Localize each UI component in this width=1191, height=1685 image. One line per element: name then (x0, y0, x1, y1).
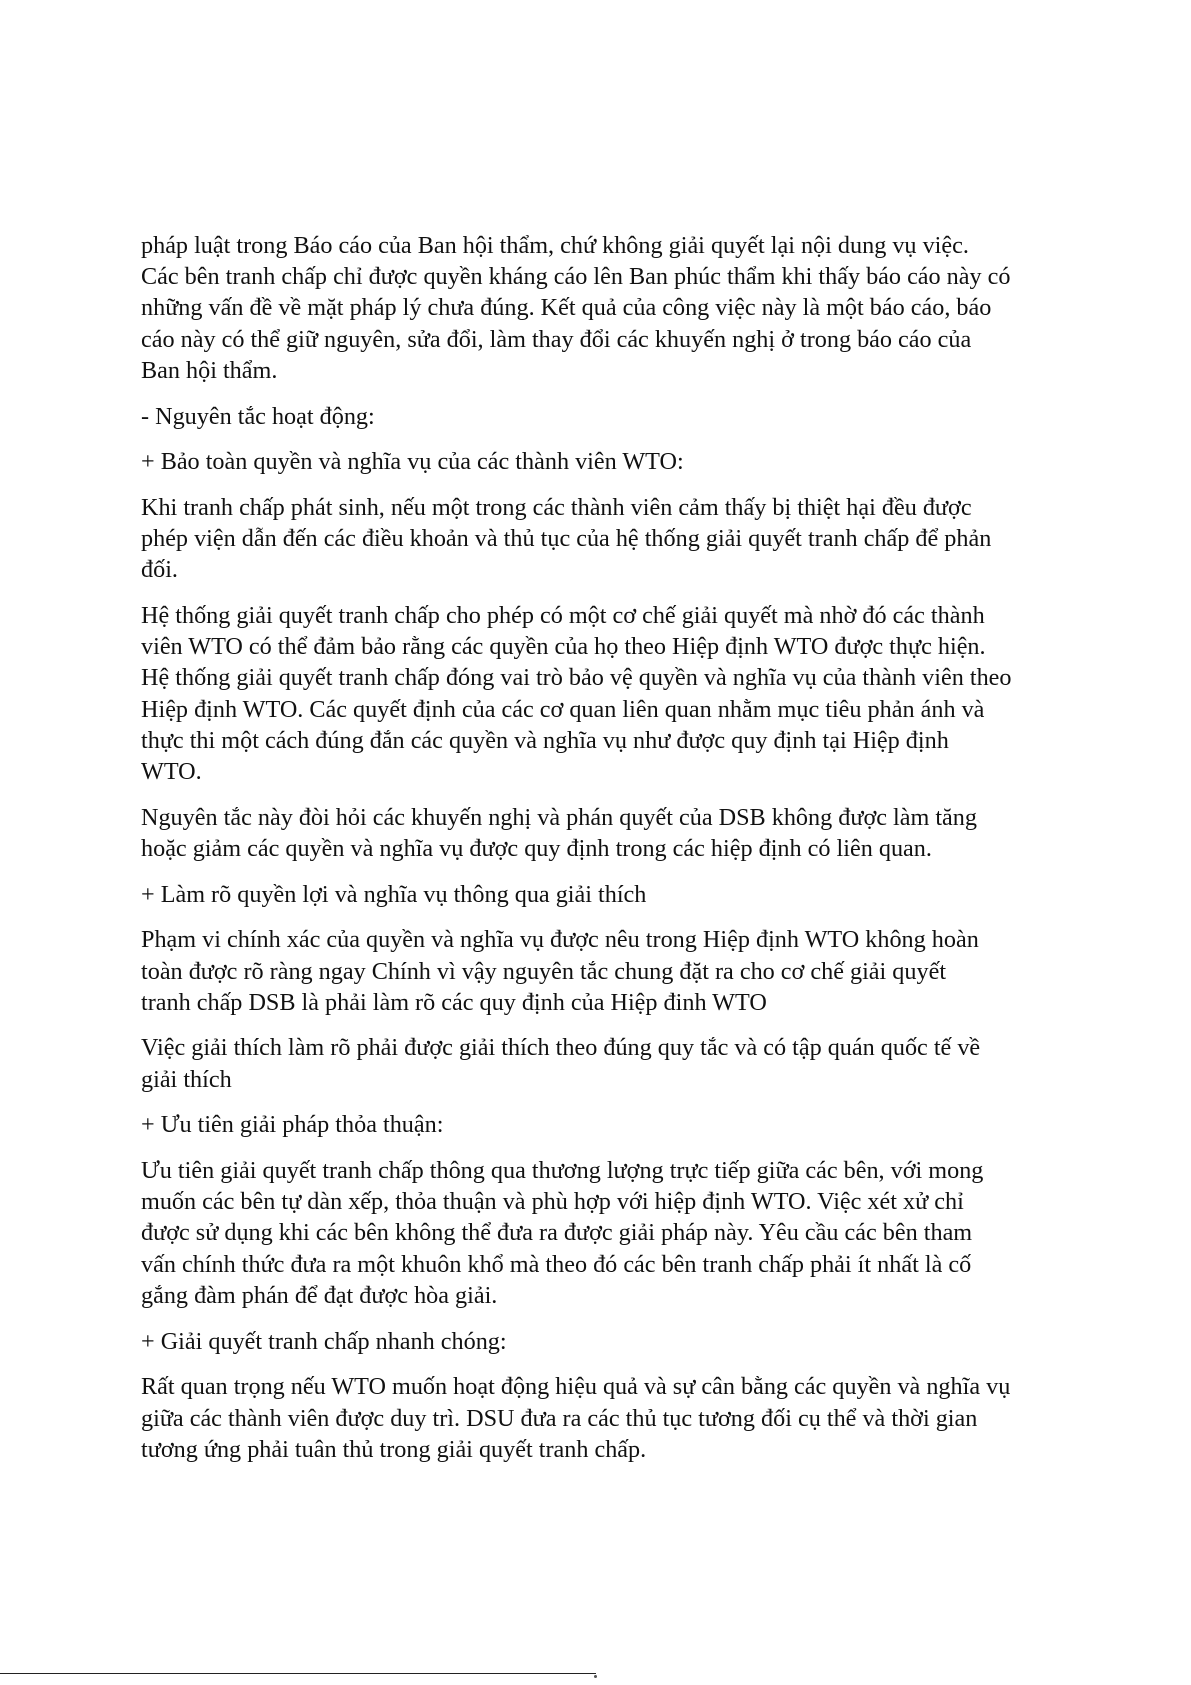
text-line: Nguyên tắc này đòi hỏi các khuyến nghị và phán quyết của DSB không được làm tăng (141, 803, 977, 831)
text-line: Hệ thống giải quyết tranh chấp đóng vai trò bảo vệ quyền và nghĩa vụ của thành viên theo (141, 664, 1012, 692)
text-line: - Nguyên tắc hoạt động: (141, 402, 375, 430)
text-line: toàn được rõ ràng ngay Chính vì vậy nguyên tắc chung đặt ra cho cơ chế giải quyết (141, 957, 947, 985)
paragraph (141, 1032, 1086, 1094)
text-line: tương ứng phải tuân thủ trong giải quyết tranh chấp. (141, 1435, 647, 1463)
paragraph (141, 230, 1086, 386)
paragraph (141, 1326, 1086, 1357)
paragraph (141, 600, 1086, 787)
text-line: đối. (141, 556, 178, 584)
text-line: + Làm rõ quyền lợi và nghĩa vụ thông qua giải thích (141, 880, 647, 908)
text-line: Hệ thống giải quyết tranh chấp cho phép có một cơ chế giải quyết mà nhờ đó các thành (141, 602, 985, 630)
paragraph (141, 924, 1086, 1018)
text-line: pháp luật trong Báo cáo của Ban hội thẩm, chứ không giải quyết lại nội dung vụ việc. (141, 232, 969, 259)
paragraph (141, 401, 1086, 432)
text-line: Hiệp định WTO. Các quyết định của các cơ quan liên quan nhằm mục tiêu phản ánh và (141, 695, 985, 723)
paragraph (141, 1371, 1086, 1465)
text-line: Ban hội thẩm. (141, 356, 278, 384)
footer-mark (594, 1675, 597, 1678)
text-line: giữa các thành viên được duy trì. DSU đưa ra các thủ tục tương đối cụ thể và thời gian (141, 1404, 978, 1432)
text-line: tranh chấp DSB là phải làm rõ các quy định của Hiệp đinh WTO (141, 988, 767, 1016)
paragraph (141, 879, 1086, 910)
text-line: vấn chính thức đưa ra một khuôn khổ mà theo đó các bên tranh chấp phải ít nhất là cố (141, 1250, 972, 1278)
text-line: giải thích (141, 1065, 232, 1093)
text-line: Rất quan trọng nếu WTO muốn hoạt động hiệu quả và sự cân bằng các quyền và nghĩa vụ (141, 1373, 1011, 1401)
text-line: cáo này có thể giữ nguyên, sửa đổi, làm thay đổi các khuyến nghị ở trong báo cáo của (141, 325, 972, 353)
text-line: được sử dụng khi các bên không thể đưa ra được giải pháp này. Yêu cầu các bên tham (141, 1219, 973, 1247)
text-line: những vấn đề về mặt pháp lý chưa đúng. Kết quả của công việc này là một báo cáo, báo (141, 294, 992, 322)
text-line: Khi tranh chấp phát sinh, nếu một trong các thành viên cảm thấy bị thiệt hại đều được (141, 493, 972, 521)
paragraph (141, 1109, 1086, 1140)
text-line: muốn các bên tự dàn xếp, thỏa thuận và phù hợp với hiệp định WTO. Việc xét xử chỉ (141, 1188, 964, 1216)
text-line: phép viện dẫn đến các điều khoản và thủ tục của hệ thống giải quyết tranh chấp để phản (141, 525, 992, 553)
text-line: hoặc giảm các quyền và nghĩa vụ được quy định trong các hiệp định có liên quan. (141, 834, 932, 862)
text-line: Các bên tranh chấp chỉ được quyền kháng cáo lên Ban phúc thẩm khi thấy báo cáo này có (141, 263, 1011, 291)
text-line: WTO. (141, 758, 202, 786)
paragraph (141, 492, 1086, 586)
text-line: Phạm vi chính xác của quyền và nghĩa vụ được nêu trong Hiệp định WTO không hoàn (141, 926, 979, 954)
text-line: + Giải quyết tranh chấp nhanh chóng: (141, 1327, 507, 1355)
text-line: gắng đàm phán để đạt được hòa giải. (141, 1281, 498, 1309)
paragraph (141, 1155, 1086, 1311)
paragraph (141, 446, 1086, 477)
text-line: Việc giải thích làm rõ phải được giải thích theo đúng quy tắc và có tập quán quốc tế về (141, 1034, 981, 1062)
text-line: + Ưu tiên giải pháp thỏa thuận: (141, 1111, 444, 1139)
text-line: Ưu tiên giải quyết tranh chấp thông qua thương lượng trực tiếp giữa các bên, với mong (141, 1157, 984, 1185)
paragraph (141, 802, 1086, 864)
text-line: thực thi một cách đúng đắn các quyền và nghĩa vụ như được quy định tại Hiệp định (141, 726, 949, 754)
document-body (141, 230, 1086, 1479)
text-line: viên WTO có thể đảm bảo rằng các quyền của họ theo Hiệp định WTO được thực hiện. (141, 633, 986, 661)
footer-divider (0, 1673, 596, 1674)
text-line: + Bảo toàn quyền và nghĩa vụ của các thành viên WTO: (141, 448, 684, 476)
